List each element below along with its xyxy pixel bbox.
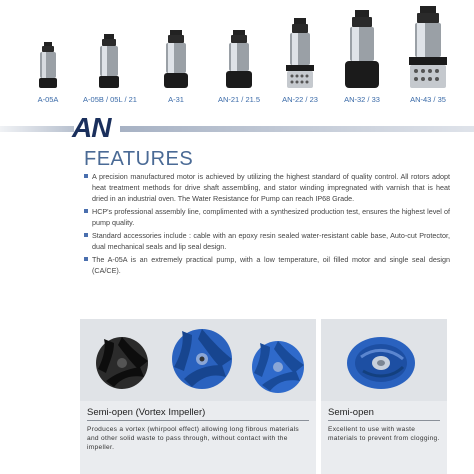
impeller-photo-vortex (80, 319, 316, 401)
pump-label: AN-22 / 23 (282, 95, 318, 104)
square-bullet-icon (84, 174, 88, 178)
feature-item (84, 255, 450, 277)
pump-label: A-05A (37, 95, 59, 104)
pump-image-a05a (37, 42, 59, 90)
impeller-photo-semi-open (321, 319, 447, 401)
pump-lineup (0, 0, 474, 112)
feature-text: HCP's professional assembly line, complimented with a synthesized production test, ensures the highest level of pump quality. (92, 206, 450, 227)
divider (87, 420, 309, 421)
feature-item (84, 172, 450, 204)
series-banner-rule (120, 126, 474, 132)
feature-item (84, 231, 450, 253)
pump-image-an21 (224, 30, 254, 90)
features-title: FEATURES (84, 148, 194, 170)
pump-image-a05b (97, 34, 121, 90)
pump-label: A-05B / 05L / 21 (83, 95, 137, 104)
pump-label: AN-21 / 21.5 (217, 95, 261, 104)
square-bullet-icon (84, 257, 88, 261)
impeller-title: Semi-open (Vortex Impeller) (87, 407, 206, 418)
vortex-impeller-icon (80, 319, 316, 401)
pump-image-a31 (162, 30, 190, 90)
pump-image-an32 (343, 10, 381, 90)
series-logo: AN (72, 112, 111, 143)
pump-label: AN-43 / 35 (410, 95, 446, 104)
impeller-description: Produces a vortex (whirpool effect) allowing long fibrous materials and other solid waste to pass through, without contact with the impeller. (87, 426, 300, 451)
pump-label: A-31 (168, 95, 184, 104)
pump-image-an22 (284, 18, 316, 90)
divider (328, 420, 440, 421)
semi-open-impeller-icon (321, 319, 447, 401)
impeller-description: Excellent to use with waste materials to prevent from clogging. (328, 426, 440, 442)
impeller-title: Semi-open (328, 407, 374, 418)
feature-item (84, 207, 450, 229)
square-bullet-icon (84, 233, 88, 237)
impeller-card-vortex (80, 319, 316, 474)
square-bullet-icon (84, 209, 88, 213)
pump-image-an43 (406, 6, 450, 90)
feature-text: Standard accessories include : cable with an epoxy resin sealed water-resistant cable base, Auto-cut Protector, dual mechanical seals and lip seal design. (92, 230, 450, 251)
feature-text: The A-05A is an extremely practical pump, with a low temperature, oil filled motor and single seal design (CA/CE). (92, 254, 450, 275)
series-banner-rule-left (0, 126, 74, 132)
features-list (84, 172, 450, 279)
pump-label: AN-32 / 33 (344, 95, 380, 104)
feature-text: A precision manufactured motor is achieved by utilizing the highest standard of quality control. All rotors adopt heat treatment methods for drive shaft assembling, and stator winding impregnated with varnish that is heat dried in an industrial oven. The Water Resistance for Pump can reach IP68 Grade. (92, 172, 450, 203)
impeller-card-semi-open (321, 319, 447, 474)
